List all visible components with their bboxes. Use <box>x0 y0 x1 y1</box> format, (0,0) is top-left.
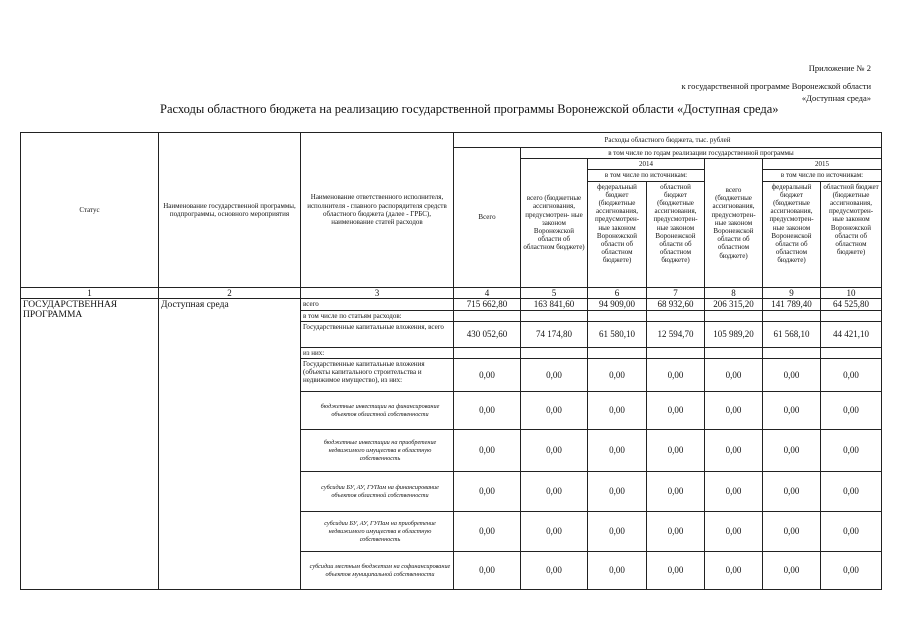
row-label: Государственные капитальные вложения, всего <box>301 321 454 347</box>
cell-value <box>763 347 821 358</box>
cell-value: 0,00 <box>521 359 588 392</box>
row-label: бюджетные инвестиции на финансирование объектов областной собственности <box>301 392 454 430</box>
program-value: Доступная среда <box>159 298 301 589</box>
cell-value: 61 580,10 <box>588 321 647 347</box>
cell-value: 0,00 <box>763 430 821 472</box>
cell-value: 0,00 <box>588 430 647 472</box>
status-value: ГОСУДАРСТВЕННАЯ ПРОГРАММА <box>21 298 159 589</box>
column-index: 4 <box>454 287 521 298</box>
by-years-header: в том числе по годам реализации государственной программы <box>521 148 882 159</box>
row-label: всего <box>301 298 454 310</box>
program-name-header: Наименование государственной программы, подпрограммы, основного мероприятия <box>159 133 301 288</box>
cell-value <box>454 347 521 358</box>
year2-header: 2015 <box>763 159 882 170</box>
total-header: Всего <box>454 148 521 288</box>
appendix-program-name: «Доступная среда» <box>801 93 871 103</box>
cell-value <box>454 310 521 321</box>
row-label: Государственные капитальные вложения (объекты капитального строительства и недвижимое имущество), из них: <box>301 359 454 392</box>
cell-value: 0,00 <box>647 359 705 392</box>
cell-value: 715 662,80 <box>454 298 521 310</box>
executor-header: Наименование ответственного исполнителя, исполнителя - главного распорядителя средств областного бюджета (далее - ГРБС), наименование статей расходов <box>301 133 454 288</box>
cell-value: 61 568,10 <box>763 321 821 347</box>
cell-value: 74 174,80 <box>521 321 588 347</box>
cell-value: 0,00 <box>588 512 647 552</box>
cell-value: 0,00 <box>763 392 821 430</box>
year1-sources-header: в том числе по источникам: <box>588 170 705 181</box>
cell-value: 0,00 <box>705 512 763 552</box>
row-label: субсидии БУ, АУ, ГУПам на финансирование объектов областной собственности <box>301 472 454 512</box>
cell-value <box>705 310 763 321</box>
cell-value: 0,00 <box>588 392 647 430</box>
cell-value: 0,00 <box>763 472 821 512</box>
cell-value: 0,00 <box>647 552 705 590</box>
cell-value <box>647 347 705 358</box>
cell-value: 0,00 <box>521 512 588 552</box>
cell-value: 0,00 <box>454 359 521 392</box>
cell-value: 0,00 <box>521 472 588 512</box>
status-header: Статус <box>21 133 159 288</box>
cell-value <box>647 310 705 321</box>
row-label: бюджетные инвестиции на приобретение недвижимого имущества в областную собственность <box>301 430 454 472</box>
cell-value <box>588 347 647 358</box>
row-label: субсидии местным бюджетам на софинансирование объектов муниципальной собственности <box>301 552 454 590</box>
cell-value: 0,00 <box>454 552 521 590</box>
column-index: 2 <box>159 287 301 298</box>
cell-value <box>521 347 588 358</box>
cell-value <box>821 310 882 321</box>
cell-value <box>521 310 588 321</box>
column-index: 10 <box>821 287 882 298</box>
expenses-table <box>20 132 882 590</box>
cell-value: 0,00 <box>821 430 882 472</box>
year1-header: 2014 <box>588 159 705 170</box>
year1-regional-header: областной бюджет (бюджетные ассигнования, предусмотрен- ные законом Воронежской области об областном бюджете) <box>647 181 705 287</box>
cell-value: 64 525,80 <box>821 298 882 310</box>
cell-value: 0,00 <box>821 392 882 430</box>
cell-value: 0,00 <box>705 359 763 392</box>
appendix-reference: к государственной программе Воронежской области <box>681 81 871 91</box>
cell-value: 0,00 <box>821 512 882 552</box>
cell-value: 0,00 <box>454 430 521 472</box>
column-index: 5 <box>521 287 588 298</box>
cell-value: 0,00 <box>588 472 647 512</box>
column-index: 7 <box>647 287 705 298</box>
document-title: Расходы областного бюджета на реализацию государственной программы Воронежской области «Доступная среда» <box>160 102 779 116</box>
cell-value: 0,00 <box>763 512 821 552</box>
cell-value: 0,00 <box>647 392 705 430</box>
column-index: 9 <box>763 287 821 298</box>
cell-value: 0,00 <box>763 552 821 590</box>
year2-federal-header: федеральный бюджет (бюджетные ассигнования, предусмотрен- ные законом Воронежской области об областном бюджете) <box>763 181 821 287</box>
cell-value: 44 421,10 <box>821 321 882 347</box>
cell-value: 0,00 <box>454 472 521 512</box>
column-index: 1 <box>21 287 159 298</box>
cell-value: 68 932,60 <box>647 298 705 310</box>
cell-value: 163 841,60 <box>521 298 588 310</box>
row-label: в том числе по статьям расходов: <box>301 310 454 321</box>
cell-value: 430 052,60 <box>454 321 521 347</box>
cell-value: 0,00 <box>763 359 821 392</box>
cell-value <box>821 347 882 358</box>
cell-value: 0,00 <box>705 392 763 430</box>
cell-value: 141 789,40 <box>763 298 821 310</box>
appendix-number: Приложение № 2 <box>808 63 871 73</box>
cell-value: 0,00 <box>454 512 521 552</box>
cell-value <box>763 310 821 321</box>
year1-total-header: всего (бюджетные ассигнования, предусмотрен- ные законом Воронежской области об областном бюджете) <box>521 159 588 287</box>
cell-value: 0,00 <box>821 552 882 590</box>
year2-sources-header: в том числе по источникам: <box>763 170 882 181</box>
cell-value: 0,00 <box>588 359 647 392</box>
year1-federal-header: федеральный бюджет (бюджетные ассигнования, предусмотрен- ные законом Воронежской области об областном бюджете) <box>588 181 647 287</box>
cell-value: 206 315,20 <box>705 298 763 310</box>
cell-value: 0,00 <box>705 552 763 590</box>
cell-value: 0,00 <box>705 472 763 512</box>
cell-value: 0,00 <box>588 552 647 590</box>
column-index: 8 <box>705 287 763 298</box>
cell-value: 0,00 <box>647 430 705 472</box>
cell-value: 0,00 <box>454 392 521 430</box>
year2-regional-header: областной бюджет (бюджетные ассигнования, предусмотрен- ные законом Воронежской области об областном бюджете) <box>821 181 882 287</box>
cell-value: 94 909,00 <box>588 298 647 310</box>
cell-value: 105 989,20 <box>705 321 763 347</box>
row-label: из них: <box>301 347 454 358</box>
row-label: субсидии БУ, АУ, ГУПам на приобретение недвижимого имущества в областную собственность <box>301 512 454 552</box>
cell-value: 0,00 <box>521 392 588 430</box>
cell-value: 0,00 <box>821 472 882 512</box>
expenses-header: Расходы областного бюджета, тыс. рублей <box>454 133 882 148</box>
column-index: 6 <box>588 287 647 298</box>
cell-value: 0,00 <box>521 430 588 472</box>
cell-value <box>588 310 647 321</box>
column-index: 3 <box>301 287 454 298</box>
cell-value: 0,00 <box>647 472 705 512</box>
cell-value: 0,00 <box>705 430 763 472</box>
cell-value: 0,00 <box>521 552 588 590</box>
cell-value <box>705 347 763 358</box>
cell-value: 0,00 <box>821 359 882 392</box>
cell-value: 12 594,70 <box>647 321 705 347</box>
year2-total-header: всего (бюджетные ассигнования, предусмотрен- ные законом Воронежской области об областном бюджете) <box>705 159 763 287</box>
cell-value: 0,00 <box>647 512 705 552</box>
